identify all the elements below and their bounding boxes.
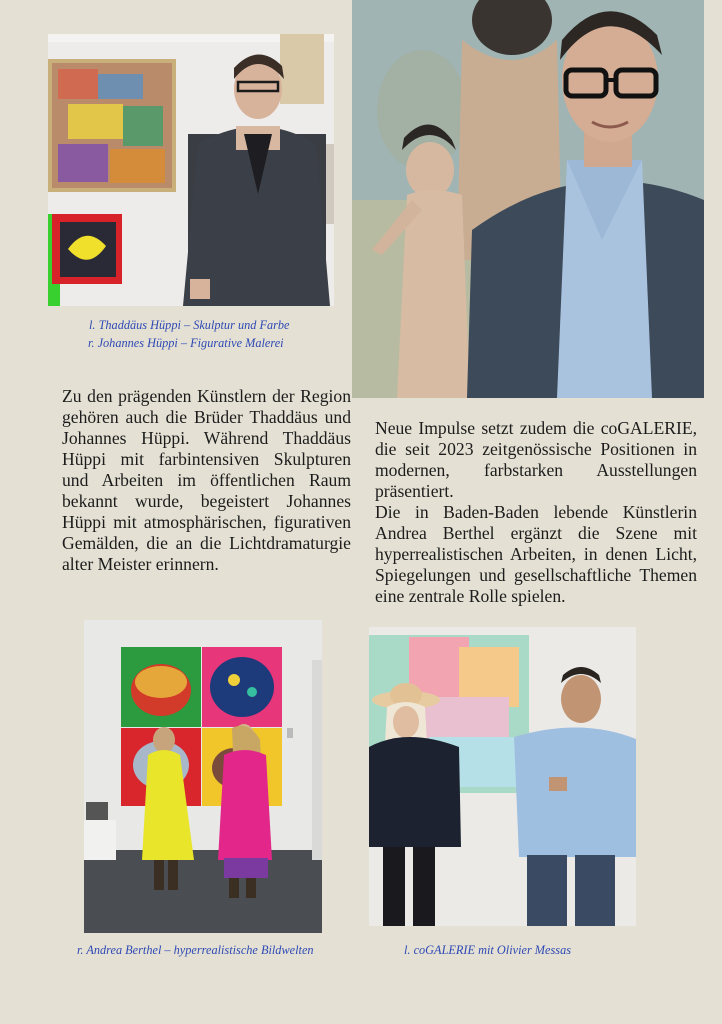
caption-top-2: r. Johannes Hüppi – Figurative Malerei bbox=[88, 336, 284, 350]
johannes-hueppi-photo bbox=[352, 0, 704, 398]
thaddaeus-hueppi-photo bbox=[48, 34, 334, 306]
right-paragraph-2: Die in Baden-Baden lebende Künstlerin Andrea Berthel ergänzt die Szene mit hyperrealistischen Arbeiten, in denen Licht, Spiegelungen und gesellschaftliche Themen eine zentrale Rolle spielen. bbox=[375, 502, 697, 606]
andrea-berthel-exhibition-photo bbox=[84, 620, 322, 933]
right-text-block bbox=[375, 418, 697, 607]
left-paragraph-text: Zu den prägenden Künstlern der Region gehören auch die Brüder Thaddäus und Johannes Hüppi. Während Thaddäus Hüppi mit farbintensiven Skulpturen und Arbeiten im öffentlichen Raum bekannt wurde, begeistert Johannes Hüppi mit atmosphärischen, figurativen Gemälden, die an die Lichtdramaturgie alter Meister erinnern. bbox=[62, 386, 351, 574]
cogalerie-olivier-messas-photo bbox=[369, 627, 636, 926]
right-paragraph-1: Neue Impulse setzt zudem die coGALERIE, die seit 2023 zeitgenössische Positionen in modernen, farbstarken Ausstellungen präsentiert. bbox=[375, 418, 697, 501]
caption-bottom-right: l. coGALERIE mit Olivier Messas bbox=[404, 943, 572, 957]
caption-top-1: l. Thaddäus Hüppi – Skulptur und Farbe bbox=[89, 318, 290, 332]
caption-bottom-left: r. Andrea Berthel – hyperrealistische Bildwelten bbox=[77, 943, 314, 957]
left-paragraph bbox=[62, 386, 351, 575]
